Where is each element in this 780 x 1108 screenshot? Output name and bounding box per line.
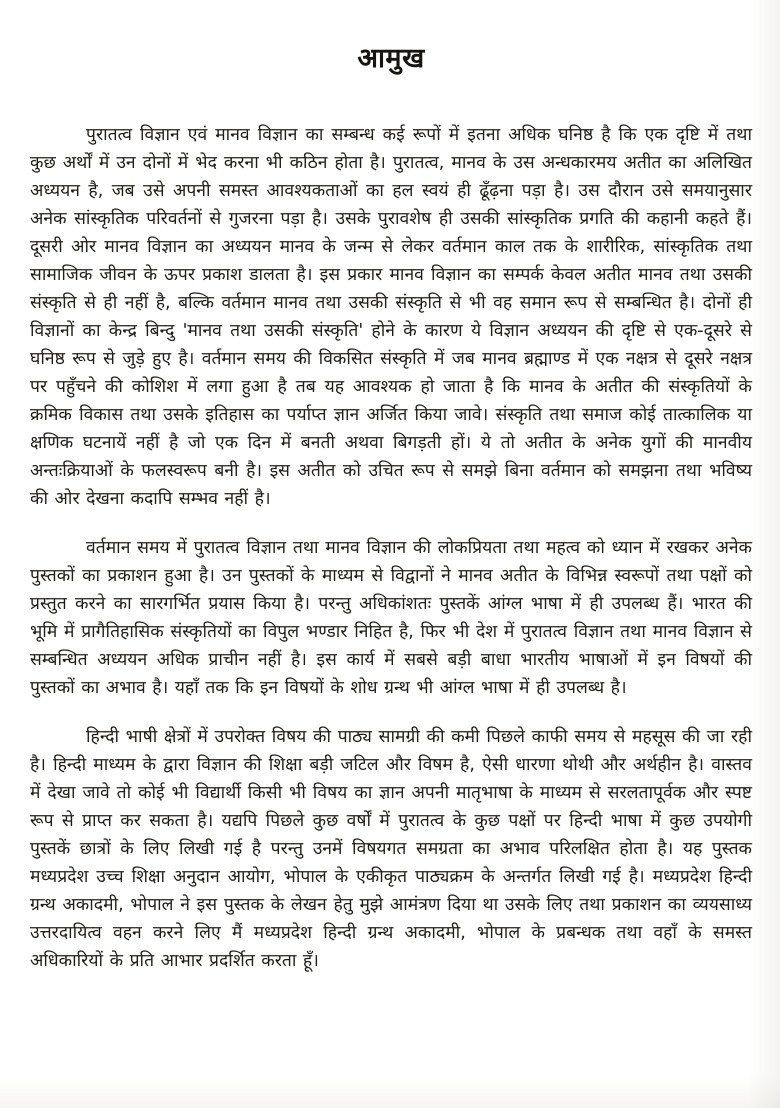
document-body [30, 121, 752, 975]
page-title: आमुख [357, 43, 425, 74]
paragraph-1: पुरातत्व विज्ञान एवं मानव विज्ञान का सम्बन्ध कई रूपों में इतना अधिक घनिष्ठ है कि एक दृष्टि में तथा कुछ अर्थों में उन दोनों में भेद करना भी कठिन होता है। पुरातत्व, मानव के उस अन्धकारमय अतीत का अलिखित अध्ययन है, जब उसे अपनी समस्त आवश्यकताओं का हल स्वयं ही ढूँढ़ना पड़ा है। उस दौरान उसे समयानुसार अनेक सांस्कृतिक परिवर्तनों से गुजरना पड़ा है। उसके पुरावशेष ही उसकी सांस्कृतिक प्रगति की कहानी कहते हैं। दूसरी ओर मानव विज्ञान का अध्ययन मानव के जन्म से लेकर वर्तमान काल तक के शारीरिक, सांस्कृतिक तथा सामाजिक जीवन के ऊपर प्रकाश डालता है। इस प्रकार मानव विज्ञान का सम्पर्क केवल अतीत मानव तथा उसकी संस्कृति से ही नहीं है, बल्कि वर्तमान मानव तथा उसकी संस्कृति से भी वह समान रूप से सम्बन्धित है। दोनों ही विज्ञानों का केन्द्र बिन्दु 'मानव तथा उसकी संस्कृति' होने के कारण ये विज्ञान अध्ययन की दृष्टि से एक-दूसरे से घनिष्ठ रूप से जुड़े हुए है। वर्तमान समय की विकसित संस्कृति में जब मानव ब्रह्माण्ड में एक नक्षत्र से दूसरे नक्षत्र पर पहुँचने की कोशिश में लगा हुआ है तब यह आवश्यक हो जाता है कि मानव के अतीत की संस्कृतियों के क्रमिक विकास तथा उसके इतिहास का पर्याप्त ज्ञान अर्जित किया जावे। संस्कृति तथा समाज कोई तात्कालिक या क्षणिक घटनायें नहीं है जो एक दिन में बनती अथवा बिगड़ती हों। ये तो अतीत के अनेक युगों की मानवीय अन्तःक्रियाओं के फलस्वरूप बनी है। इस अतीत को उचित रूप से समझे बिना वर्तमान को समझना तथा भविष्य की ओर देखना कदापि सम्भव नहीं है। [30, 125, 752, 509]
paragraph-3: हिन्दी भाषी क्षेत्रों में उपरोक्त विषय की पाठ्य सामग्री की कमी पिछले काफी समय से महसूस की जा रही है। हिन्दी माध्यम के द्वारा विज्ञान की शिक्षा बड़ी जटिल और विषम है, ऐसी धारणा थोथी और अर्थहीन है। वास्तव में देखा जावे तो कोई भी विद्यार्थी किसी भी विषय का ज्ञान अपनी मातृभाषा के माध्यम से सरलतापूर्वक और स्पष्ट रूप से प्राप्त कर सकता है। यद्यपि पिछले कुछ वर्षों में पुरातत्व के कुछ पक्षों पर हिन्दी भाषा में कुछ उपयोगी पुस्तकें छात्रों के लिए लिखी गई है परन्तु उनमें विषयगत समग्रता का अभाव परिलक्षित होता है। यह पुस्तक मध्यप्रदेश उच्च शिक्षा अनुदान आयोग, भोपाल के एकीकृत पाठ्यक्रम के अन्तर्गत लिखी गई है। मध्यप्रदेश हिन्दी ग्रन्थ अकादमी, भोपाल ने इस पुस्तक के लेखन हेतु मुझे आमंत्रण दिया था उसके लिए तथा प्रकाशन का व्ययसाध्य उत्तरदायित्व वहन करने लिए मैं मध्यप्रदेश हिन्दी ग्रन्थ अकादमी, भोपाल के प्रबन्धक तथा वहाँ के समस्त अधिकारियों के प्रति आभार प्रदर्शित करता हूँ। [30, 727, 752, 971]
paragraph-2: वर्तमान समय में पुरातत्व विज्ञान तथा मानव विज्ञान की लोकप्रियता तथा महत्व को ध्यान में रखकर अनेक पुस्तकों का प्रकाशन हुआ है। उन पुस्तकों के माध्यम से विद्वानों ने मानव अतीत के विभिन्न स्वरूपों तथा पक्षों को प्रस्तुत करने का सारगर्भित प्रयास किया है। परन्तु अधिकांशतः पुस्तकें आंग्ल भाषा में ही उपलब्ध हैं। भारत की भूमि में प्रागैतिहासिक संस्कृतियों का विपुल भण्डार निहित है, फिर भी देश में पुरातत्व विज्ञान तथा मानव विज्ञान से सम्बन्धित अध्ययन अधिक प्राचीन नहीं है। इस कार्य में सबसे बड़ी बाधा भारतीय भाषाओं में इन विषयों की पुस्तकों का अभाव है। यहाँ तक कि इन विषयों के शोध ग्रन्थ भी आंग्ल भाषा में ही उपलब्ध है। [30, 538, 752, 698]
